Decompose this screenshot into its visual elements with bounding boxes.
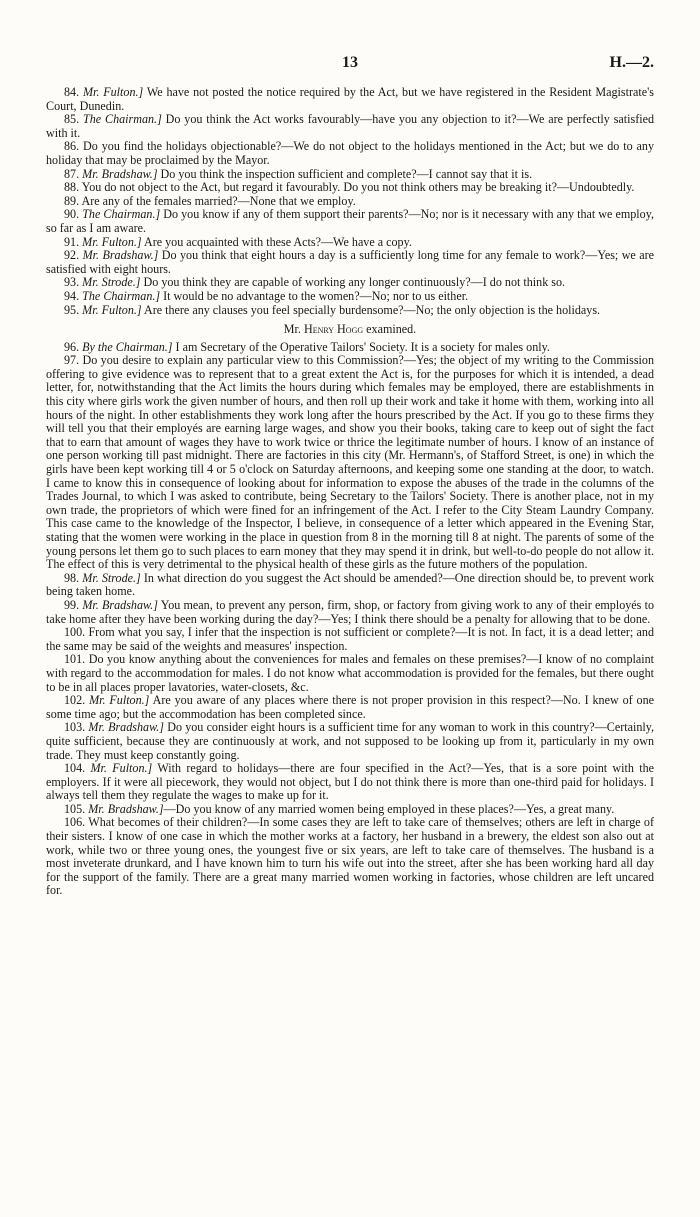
question-number: 94. <box>64 288 80 303</box>
testimony-section-1 <box>46 86 654 317</box>
question-text: —Do you know of any married women being employed in these places?—Yes, a great many. <box>163 801 615 816</box>
question-number: 102. <box>64 693 86 708</box>
question-paragraph <box>46 140 654 167</box>
question-number: 98. <box>64 570 80 585</box>
question-paragraph <box>46 249 654 276</box>
question-paragraph <box>46 599 654 626</box>
question-number: 88. <box>64 180 80 195</box>
question-text: Do you think they are capable of working any longer continuously?—I do not think so. <box>140 275 566 290</box>
question-text: It would be no advantage to the women?—No; nor to us either. <box>160 288 469 303</box>
question-paragraph <box>46 653 654 694</box>
question-paragraph <box>46 626 654 653</box>
speaker-name: By the Chairman.] <box>82 339 173 354</box>
question-number: 96. <box>64 339 80 354</box>
speaker-name: Mr. Strode.] <box>82 570 141 585</box>
question-paragraph <box>46 86 654 113</box>
question-text: Are you aware of any places where there is not proper provision in this respect?—No. I knew of one some time ago; but the accommodation has been completed since. <box>46 693 655 721</box>
question-text: Do you think that eight hours a day is a sufficiently long time for any female to work?—Yes; we are satisfied with eight hours. <box>46 248 654 276</box>
question-paragraph <box>46 354 654 572</box>
question-text: With regard to holidays—there are four specified in the Act?—Yes, that is a sore point with the employers. If it were all piecework, they would not object, but I do not think there is more than one-third paid for holidays. I always tell them they regulate the wages to make up for it. <box>46 761 655 803</box>
question-number: 99. <box>64 597 80 612</box>
witness-heading <box>46 323 654 337</box>
page-header <box>46 54 654 74</box>
question-text: Are there any clauses you feel specially burdensome?—No; the only objection is the holidays. <box>141 302 601 317</box>
speaker-name: Mr. Fulton.] <box>82 234 142 249</box>
speaker-name: Mr. Fulton.] <box>82 85 144 99</box>
question-text: Do you think the Act works favourably—have you any objection to it?—We are perfectly satisfied with it. <box>46 112 654 140</box>
speaker-name: The Chairman.] <box>82 207 161 222</box>
testimony-body <box>46 86 654 898</box>
question-number: 86. <box>64 139 80 154</box>
question-paragraph <box>46 762 654 803</box>
question-paragraph <box>46 721 654 762</box>
question-number: 85. <box>64 112 80 127</box>
question-paragraph <box>46 168 654 182</box>
speaker-name: The Chairman.] <box>83 112 162 127</box>
speaker-name: Mr. Bradshaw.] <box>82 166 158 181</box>
question-text: You do not object to the Act, but regard it favourably. Do you not think others may be breaking it?—Undoubtedly. <box>81 180 635 195</box>
question-paragraph <box>46 816 654 898</box>
question-paragraph <box>46 195 654 209</box>
question-paragraph <box>46 290 654 304</box>
question-number: 106. <box>64 815 86 830</box>
question-text: We have not posted the notice required by the Act, but we have registered in the Resident Magistrate's Court, Dunedin. <box>46 85 654 113</box>
witness-suffix: examined. <box>363 322 417 337</box>
question-number: 100. <box>64 625 86 640</box>
question-number: 105. <box>64 801 86 816</box>
question-paragraph <box>46 181 654 195</box>
question-text: Do you know anything about the conveniences for males and females on these premises?—I know of no complaint with regard to the accommodation for males. I do not know what accommodation is provided for the females, but there ought to be in all places proper lavatories, water-closets, &c. <box>46 652 654 694</box>
question-paragraph <box>46 803 654 817</box>
document-reference: H.—2. <box>609 54 654 71</box>
speaker-name: Mr. Fulton.] <box>90 761 153 776</box>
question-text: You mean, to prevent any person, firm, shop, or factory from giving work to any of their employés to take home after they have been working during the day?—Yes; I think there should be a penalty for allowing that to be done. <box>46 597 654 626</box>
question-paragraph <box>46 236 654 250</box>
question-number: 93. <box>64 275 80 290</box>
witness-name: Henry Hogg <box>303 322 364 337</box>
speaker-name: The Chairman.] <box>82 288 161 303</box>
question-number: 91. <box>64 234 80 249</box>
speaker-name: Mr. Bradshaw.] <box>82 597 158 612</box>
question-text: Do you consider eight hours is a sufficient time for any woman to work in this country?—Certainly, quite sufficient, because they are continuously at work, and not supposed to be looking up from it, particularly in my own trade. They must keep constantly going. <box>46 720 655 762</box>
question-number: 103. <box>64 720 86 735</box>
question-number: 90. <box>64 207 80 222</box>
question-text: What becomes of their children?—In some cases they are left to take care of themselves; others are left in charge of their sisters. I know of one case in which the mother works at a factory, her husband in a brewery, the eldest son also out at work, while two or three young ones, the youngest five or six years, are left to take care of themselves. The husband is a most inveterate drunkard, and I have known him to turn his wife out into the street, after she has been working hard all day for the support of the family. There are a great many married women working in factories, whose children are left uncared for. <box>46 815 654 898</box>
question-text: In what direction do you suggest the Act should be amended?—One direction should be, to prevent work being taken home. <box>46 570 654 599</box>
speaker-name: Mr. Bradshaw.] <box>82 248 159 263</box>
question-text: I am Secretary of the Operative Tailors' Society. It is a society for males only. <box>172 339 550 354</box>
question-paragraph <box>46 341 654 355</box>
question-text: From what you say, I infer that the inspection is not sufficient or complete?—It is not. In fact, it is a dead letter; and the same may be said of the weights and measures' inspection. <box>46 625 654 653</box>
question-number: 104. <box>64 761 86 776</box>
question-text: Do you desire to explain any particular view to this Commission?—Yes; the object of my writing to the Commission offering to give evidence was to represent that to a great extent the Act is, for the purposes for which it is intended, a dead letter, for, notwithstanding that the Act limits the hours during which females may be employed, there are establishments in this city where girls work the given number of hours, and then roll up their work and take it home with them, working into all hours of the night. In other establishments they work long after the hours prescribed by the Act. If you go to these firms they will tell you that their employés are earning large wages, and show you their books, taking care to keep out of sight the fact that to earn that amount of wages they have to work twice or thrice the legitimate number of hours. I know of an instance of one person working till past midnight. There are factories in this city (Mr. Hermann's, of Stafford Street, is one) in which the girls have been kept working till 4 or 5 o'clock on Saturday afternoons, and keeping some one standing at the door, to watch. I came to know this in consequence of looking about for information to expose the abuses of the trade in the columns of the Trades Journal, to which I was asked to contribute, being Secretary to the Tailors' Society. There is another place, not in my own trade, the proprietors of which were fined for an infringement of the Act. I refer to the City Steam Laundry Company. This case came to the knowledge of the Inspector, I believe, in consequence of a letter which appeared in the Evening Star, stating that the women were working in the place in question from 8 in the morning till 8 at night. The parents of some of the young persons let them go to such places to earn money that they may spend it in drink, but well-to-do people do not allow it. The effect of this is very detrimental to the physical health of these girls as the future mothers of the population. <box>46 353 654 572</box>
speaker-name: Mr. Fulton.] <box>89 693 150 708</box>
question-number: 92. <box>64 248 80 263</box>
question-text: Do you know if any of them support their parents?—No; nor is it necessary with any that we employ, so far as I am aware. <box>46 207 654 235</box>
question-paragraph <box>46 208 654 235</box>
question-paragraph <box>46 694 654 721</box>
question-number: 101. <box>64 652 86 667</box>
question-paragraph <box>46 572 654 599</box>
question-paragraph <box>46 113 654 140</box>
speaker-name: Mr. Bradshaw.] <box>88 801 164 816</box>
question-text: Are you acquainted with these Acts?—We have a copy. <box>141 234 412 249</box>
question-text: Do you find the holidays objectionable?—We do not object to the holidays mentioned in the Act; but we do to any holiday that may be proclaimed by the Mayor. <box>46 139 654 167</box>
speaker-name: Mr. Strode.] <box>82 275 141 290</box>
question-number: 95. <box>64 302 80 317</box>
testimony-section-2 <box>46 341 654 898</box>
question-number: 89. <box>64 193 80 208</box>
speaker-name: Mr. Fulton.] <box>82 302 142 317</box>
question-paragraph <box>46 276 654 290</box>
question-paragraph <box>46 304 654 318</box>
witness-prefix: Mr. <box>283 322 304 337</box>
question-number: 97. <box>64 353 80 368</box>
question-text: Are any of the females married?—None that we employ. <box>81 193 356 208</box>
speaker-name: Mr. Bradshaw.] <box>88 720 164 735</box>
question-number: 84. <box>64 85 80 99</box>
page-number: 13 <box>342 54 358 71</box>
question-number: 87. <box>64 166 80 181</box>
question-text: Do you think the inspection sufficient and complete?—I cannot say that it is. <box>157 166 533 181</box>
